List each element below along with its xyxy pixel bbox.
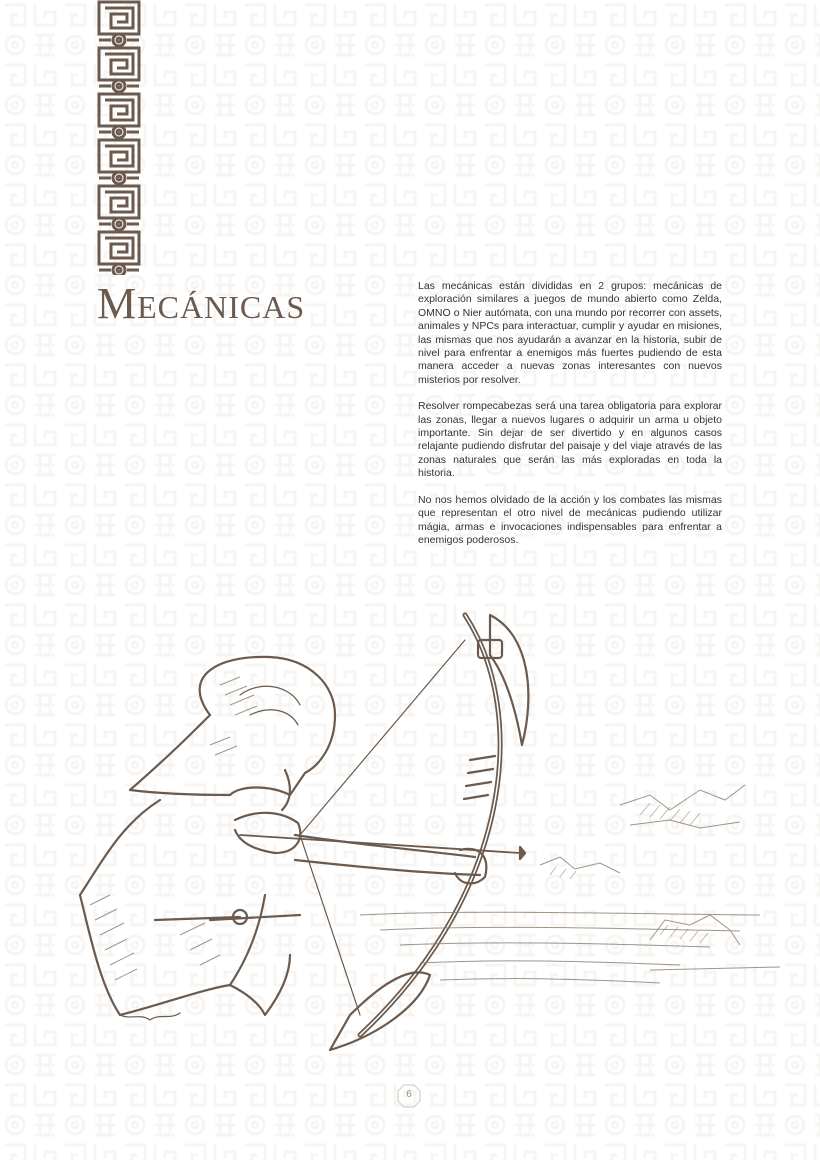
page-number-label: 6 [406, 1089, 412, 1100]
page-title [97, 279, 306, 328]
body-text [418, 280, 722, 560]
page-title-initial: M [97, 279, 138, 328]
archer-sketch-illustration [60, 595, 780, 1060]
page-number [396, 1083, 422, 1109]
paragraph-1: Las mecánicas están divididas en 2 grupos: mecánicas de exploración similares a juegos de mundo abierto como Zelda, OMNO o Nier autómata, con una mundo por recorrer con assets, animales y NPCs para interactuar, cumplir y ayudar en misiones, las mismas que nos ayudarán a avanzar en la historia, subir de nivel para enfrentar a enemigos más fuertes pudiendo de esta manera acceder a nuevas zonas interesantes con nuevos misterios por resolver. [418, 280, 722, 386]
paragraph-3: No nos hemos olvidado de la acción y los combates las mismas que representan el otro nivel de mecánicas pudiendo utilizar mágia, armas e invocaciones indispensables para enfrentar a enemigos poderosos. [418, 493, 722, 546]
paragraph-2: Resolver rompecabezas será una tarea obligatoria para explorar las zonas, llegar a nuevos lugares o adquirir un arma u objeto importante. Sin dejar de ser divertido y en algunos casos relajante pudiendo disfrutar del paisaje y del viaje através de las zonas naturales que serán las más exploradas en toda la historia. [418, 400, 722, 480]
greek-key-ornament-icon [97, 0, 141, 275]
page-title-rest: ECÁNICAS [137, 289, 306, 325]
